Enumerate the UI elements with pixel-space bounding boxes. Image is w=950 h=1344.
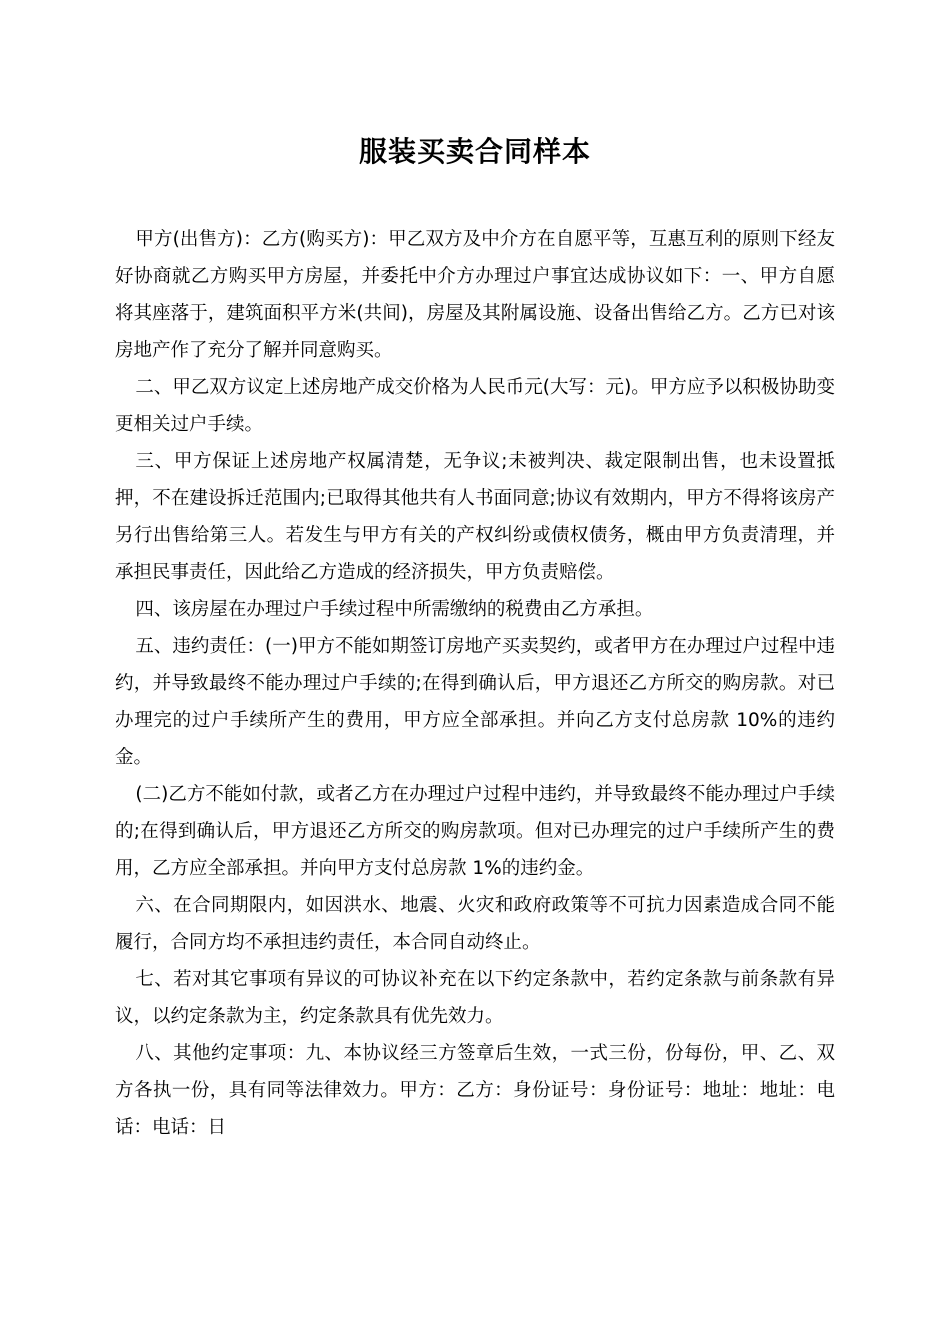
paragraph-clause-6: 六、在合同期限内，如因洪水、地震、火灾和政府政策等不可抗力因素造成合同不能履行，合同方均不承担违约责任，本合同自动终止。 — [115, 895, 835, 953]
paragraph-clause-8: 八、其他约定事项：九、本协议经三方签章后生效，一式三份，份每份，甲、乙、双方各执一份，具有同等法律效力。甲方：乙方：身份证号：身份证号：地址：地址：电话：电话：日 — [115, 1043, 835, 1138]
paragraph-clause-4: 四、该房屋在办理过户手续过程中所需缴纳的税费由乙方承担。 — [135, 599, 654, 620]
paragraph-clause-5-2: (二)乙方不能如付款，或者乙方在办理过户过程中违约，并导致最终不能办理过户手续的;在得到确认后，甲方退还乙方所交的购房款项。但对已办理完的过户手续所产生的费用，乙方应全部承担。并向甲方支付总房款 1%的违约金。 — [115, 784, 835, 879]
paragraph-clause-5: 五、违约责任：(一)甲方不能如期签订房地产买卖契约，或者甲方在办理过户过程中违约，并导致最终不能办理过户手续的;在得到确认后，甲方退还乙方所交的购房款。对已办理完的过户手续所产生的费用，甲方应全部承担。并向乙方支付总房款 10%的违约金。 — [115, 636, 835, 768]
document-body — [115, 221, 835, 1146]
paragraph-clause-7: 七、若对其它事项有异议的可协议补充在以下约定条款中，若约定条款与前条款有异议，以约定条款为主，约定条款具有优先效力。 — [115, 969, 835, 1027]
paragraph-intro: 甲方(出售方)：乙方(购买方)：甲乙双方及中介方在自愿平等，互惠互利的原则下经友好协商就乙方购买甲方房屋，并委托中介方办理过户事宜达成协议如下：一、甲方自愿将其座落于，建筑面积平方米(共间)，房屋及其附属设施、设备出售给乙方。乙方已对该房地产作了充分了解并同意购买。 — [115, 229, 835, 361]
paragraph-clause-3: 三、甲方保证上述房地产权属清楚，无争议;未被判决、裁定限制出售，也未设置抵押，不在建设拆迁范围内;已取得其他共有人书面同意;协议有效期内，甲方不得将该房产另行出售给第三人。若发生与甲方有关的产权纠纷或债权债务，概由甲方负责清理，并承担民事责任，因此给乙方造成的经济损失，甲方负责赔偿。 — [115, 451, 835, 583]
paragraph-clause-2: 二、甲乙双方议定上述房地产成交价格为人民币元(大写：元)。甲方应予以积极协助变更相关过户手续。 — [115, 377, 835, 435]
document-title: 服装买卖合同样本 — [358, 135, 591, 168]
